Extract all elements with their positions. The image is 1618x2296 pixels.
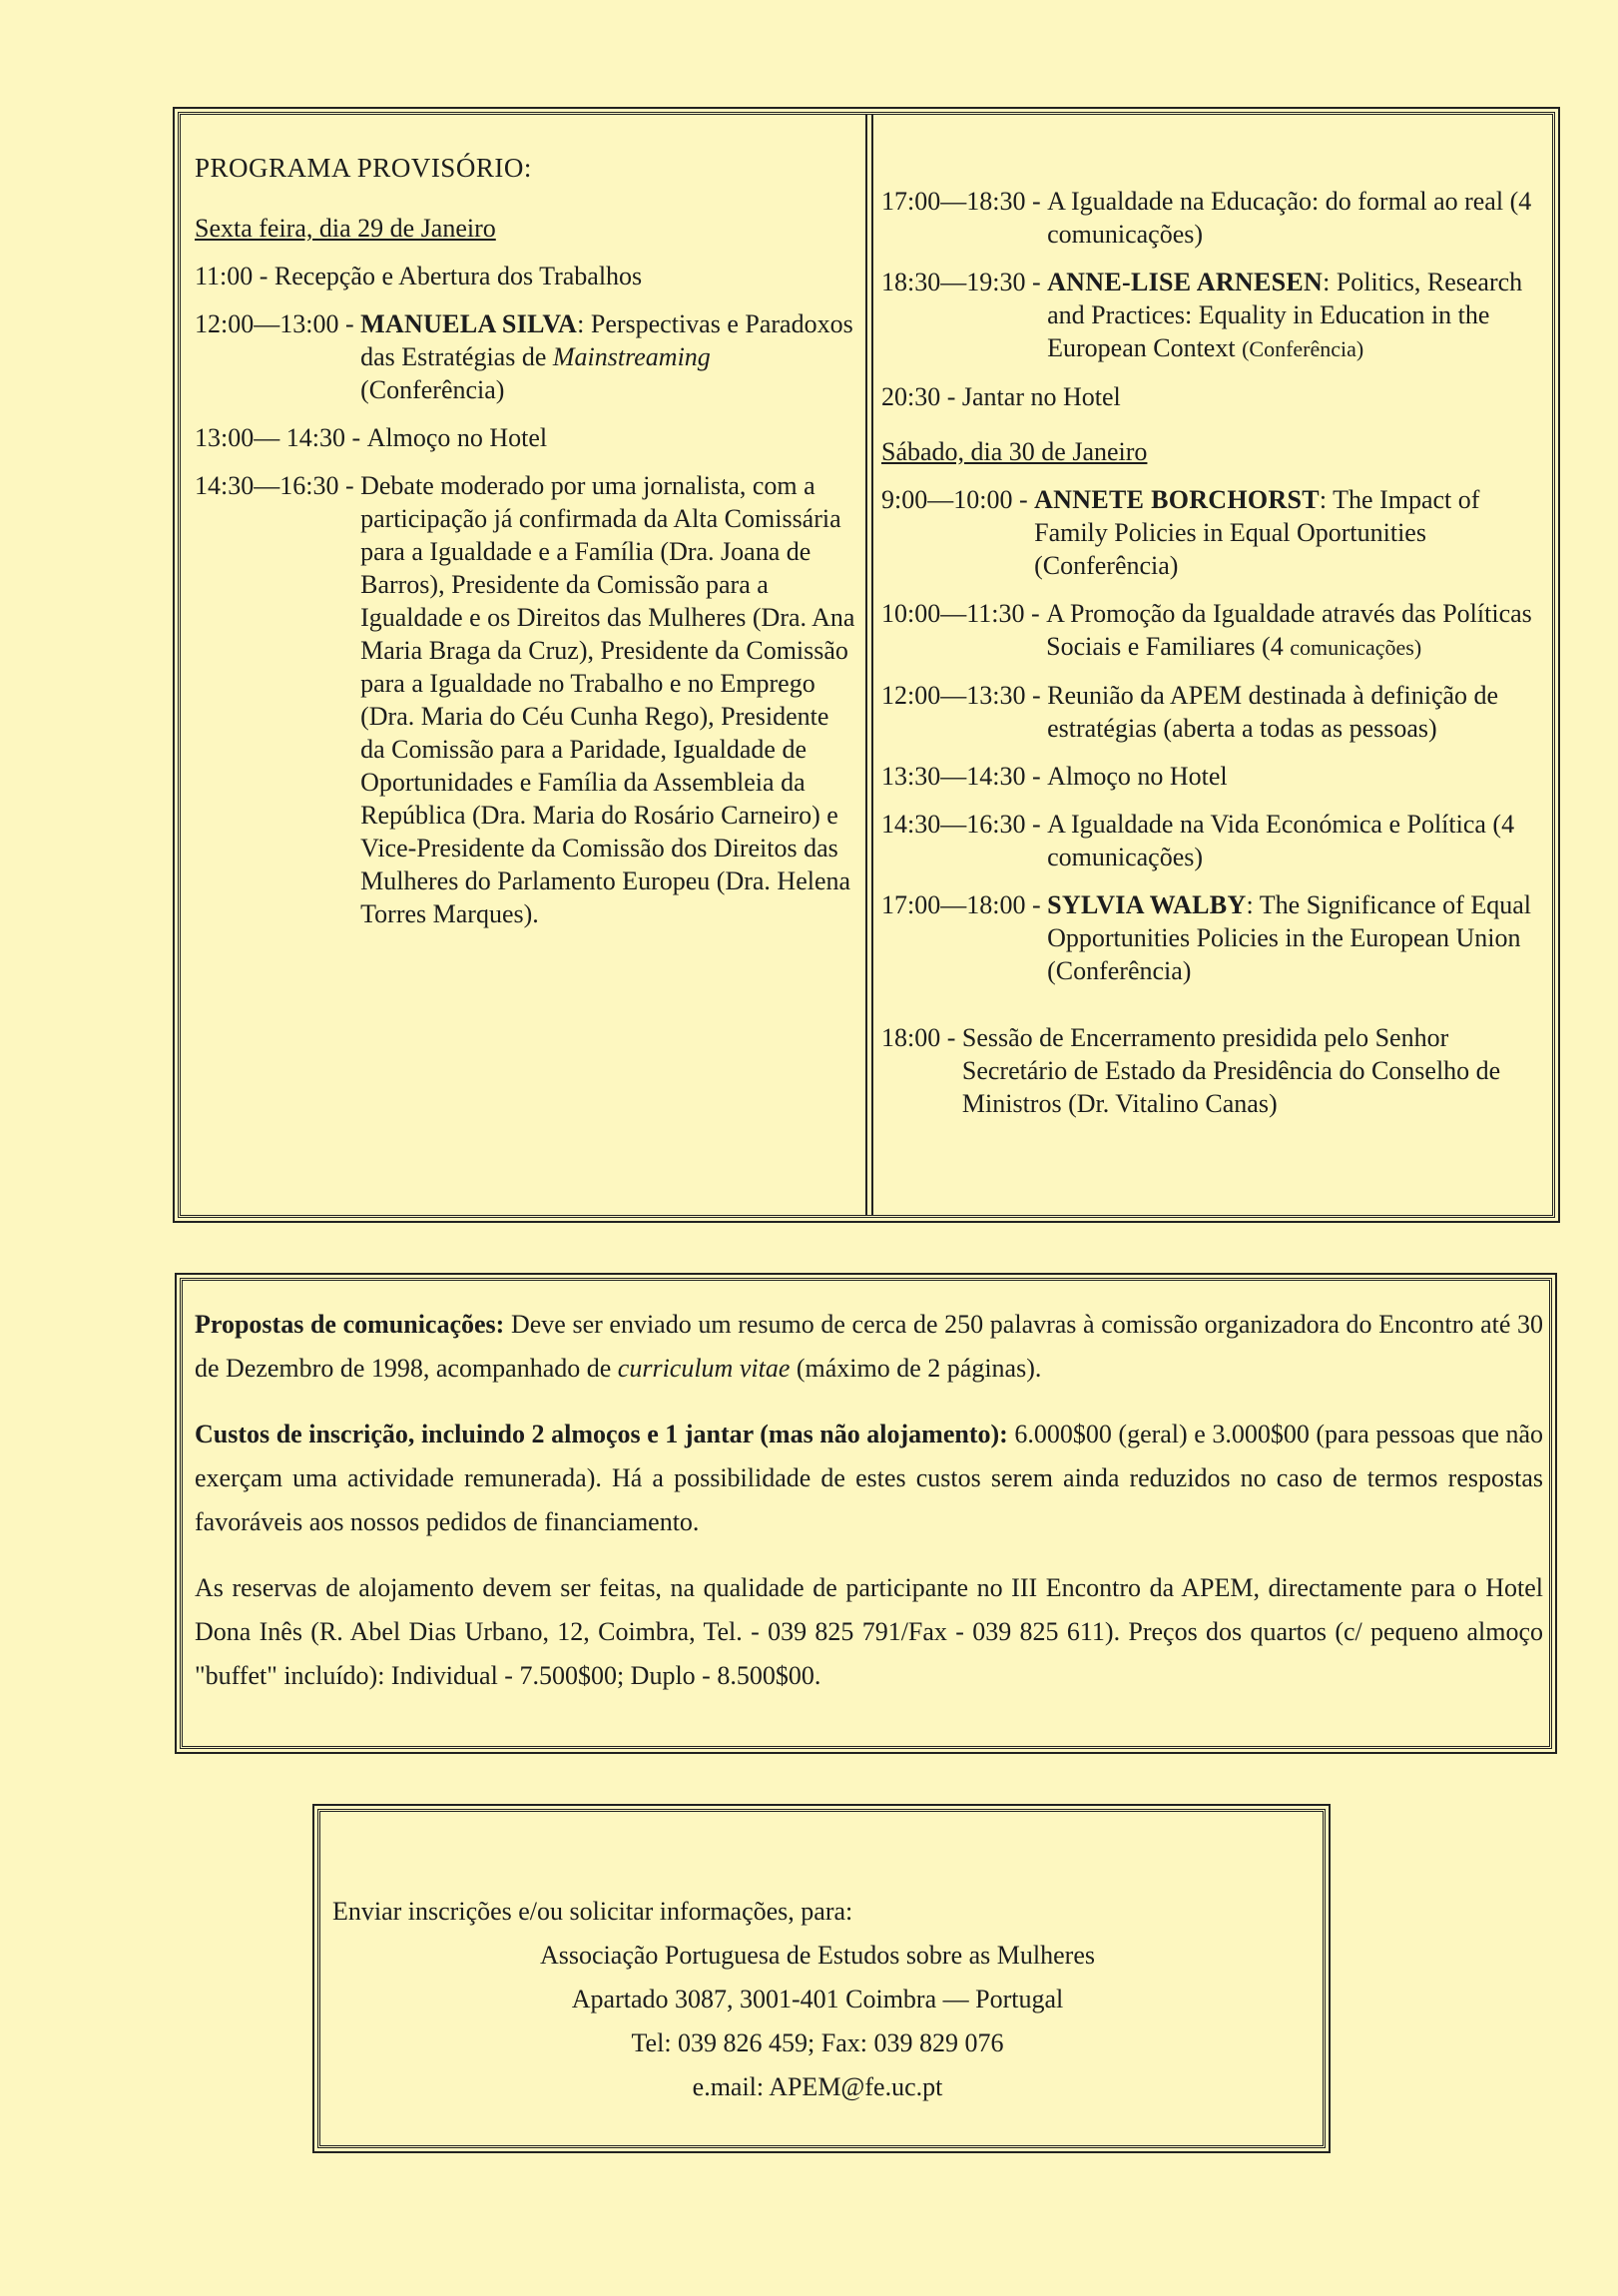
speaker-name: SYLVIA WALBY: [1047, 890, 1247, 919]
entry-body: : Politics, Research and Practices: Equality in Education in the European Context: [1047, 268, 1523, 362]
schedule-entry: [881, 597, 1544, 664]
contact-intro: Enviar inscrições e/ou solicitar informações, para:: [332, 1897, 853, 1926]
contact-box: [317, 1809, 1326, 2148]
entry-body: : The Impact of Family Policies in Equal Oportunities (Conferência): [1034, 485, 1480, 580]
entry-text: A Igualdade na Vida Económica e Política (4 comunicações): [1047, 810, 1515, 871]
saturday-label: Sábado, dia 30 de Janeiro: [881, 437, 1148, 466]
schedule-entry: [195, 469, 855, 930]
schedule-entry: [881, 679, 1544, 745]
entry-body: A Promoção da Igualdade através das Políticas Sociais e Familiares (4: [1046, 599, 1532, 661]
entry-time: 18:00 -: [881, 1023, 962, 1052]
entry-body: : Perspectivas e Paradoxos das Estratégias de: [360, 309, 853, 371]
proposals-paragraph: [195, 1303, 1543, 1391]
entry-time: 11:00 -: [195, 262, 274, 290]
entry-text: [360, 307, 855, 406]
entry-text: Recepção e Abertura dos Trabalhos: [273, 262, 643, 290]
schedule-entry: [881, 808, 1544, 873]
entry-text: Debate moderado por uma jornalista, com a participação já confirmada da Alta Comissária para a Igualdade e a Família (Dra. Joana de Barros), Presidente da Comissão para a Igualdade e os Direitos das Mulheres (Dra. Ana Maria Braga da Cruz), Presidente da Comissão para a Igualdade no Trabalho e no Emprego (Dra. Maria do Céu Cunha Rego), Presidente da Comissão para a Paridade, Igualdade de Oportunidades e Família da Assembleia da República (Dra. Maria do Rosário Carneiro) e Vice-Presidente da Comissão dos Direitos das Mulheres do Parlamento Europeu (Dra. Helena Torres Marques).: [360, 471, 855, 928]
entry-text: [1047, 266, 1544, 365]
entry-small: (Conferência): [1242, 336, 1364, 361]
entry-time: 20:30 -: [881, 382, 962, 411]
lodging-paragraph: As reservas de alojamento devem ser feitas, na qualidade de participante no III Encontro da APEM, directamente para o Hotel Dona Inês (R. Abel Dias Urbano, 12, Coimbra, Tel. - 039 825 791/Fax - 039 825 611). Preços dos quartos (c/ pequeno almoço "buffet" incluído): Individual - 7.500$00; Duplo - 8.500$00.: [195, 1573, 1543, 1690]
schedule-entry: [195, 307, 855, 406]
speaker-name: MANUELA SILVA: [360, 309, 578, 338]
proposals-after: (máximo de 2 páginas).: [790, 1354, 1042, 1383]
speaker-name: ANNETE BORCHORST: [1034, 485, 1320, 514]
entry-text: Almoço no Hotel: [1047, 762, 1228, 791]
entry-time: 18:30—19:30 -: [881, 268, 1048, 296]
entry-time: 10:00—11:30 -: [881, 599, 1047, 628]
entry-text: Jantar no Hotel: [961, 382, 1121, 411]
contact-email[interactable]: e.mail: APEM@fe.uc.pt: [692, 2072, 943, 2101]
costs-paragraph: [195, 1413, 1543, 1544]
schedule-entry: [881, 483, 1544, 582]
entry-italic: Mainstreaming: [552, 342, 711, 371]
costs-text: 6.000$00 (geral) e 3.000$00 (para pessoas que não exerçam uma actividade remunerada). Há a possibilidade de estes custos serem ainda reduzidos no caso de termos respostas favoráveis aos nossos pedidos de financiamento.: [195, 1420, 1543, 1536]
entry-time: 17:00—18:00 -: [881, 890, 1048, 919]
entry-text: Almoço no Hotel: [366, 423, 548, 452]
speaker-name: ANNE-LISE ARNESEN: [1047, 268, 1324, 296]
costs-title: Custos de inscrição, incluindo 2 almoços e 1 jantar (mas não alojamento):: [195, 1420, 1008, 1448]
proposals-italic: curriculum vitae: [617, 1354, 791, 1383]
entry-time: 14:30—16:30 -: [881, 810, 1048, 839]
proposals-box: [180, 1278, 1552, 1749]
schedule-entry: [881, 760, 1544, 793]
contact-org: Associação Portuguesa de Estudos sobre as Mulheres: [540, 1941, 1095, 1970]
entry-time: 12:00—13:30 -: [881, 681, 1048, 710]
entry-text: A Igualdade na Educação: do formal ao real (4 comunicações): [1047, 187, 1532, 249]
program-left-column: [181, 115, 869, 1215]
contact-phone: Tel: 039 826 459; Fax: 039 829 076: [631, 2028, 1004, 2057]
entry-text: [1047, 888, 1544, 987]
program-right-column: [869, 115, 1552, 1215]
schedule-entry: [881, 888, 1544, 987]
entry-time: 12:00—13:00 -: [195, 309, 361, 338]
schedule-entry: [881, 1021, 1544, 1120]
entry-body: : The Significance of Equal Opportunities Policies in the European Union (Conferência): [1047, 890, 1531, 985]
proposals-text: Deve ser enviado um resumo de cerca de 250 palavras à comissão organizadora do Encontro até 30 de Dezembro de 1998, acompanhado de: [195, 1310, 1544, 1383]
proposals-title: Propostas de comunicações:: [195, 1310, 505, 1339]
entry-text: [1046, 597, 1544, 664]
schedule-entry: [881, 266, 1544, 365]
schedule-entry: [195, 421, 855, 454]
schedule-entry: [881, 380, 1544, 413]
friday-label: Sexta feira, dia 29 de Janeiro: [195, 214, 496, 243]
schedule-entry: [195, 260, 855, 292]
contact-address: Apartado 3087, 3001-401 Coimbra — Portugal: [571, 1985, 1064, 2013]
entry-text: Reunião da APEM destinada à definição de estratégias (aberta a todas as pessoas): [1047, 681, 1499, 743]
entry-time: 14:30—16:30 -: [195, 471, 361, 500]
entry-time: 13:30—14:30 -: [881, 762, 1048, 791]
entry-text: Sessão de Encerramento presidida pelo Senhor Secretário de Estado da Presidência do Conselho de Ministros (Dr. Vitalino Canas): [961, 1023, 1501, 1118]
entry-time: 17:00—18:30 -: [881, 187, 1048, 216]
program-table: [178, 112, 1555, 1218]
entry-text: [1034, 483, 1544, 582]
entry-time: 13:00— 14:30 -: [195, 423, 367, 452]
entry-small: comunicações): [1290, 635, 1422, 660]
entry-time: 9:00—10:00 -: [881, 485, 1035, 514]
schedule-entry: [881, 185, 1544, 251]
entry-after: (Conferência): [360, 375, 505, 404]
program-heading: PROGRAMA PROVISÓRIO:: [195, 153, 532, 183]
